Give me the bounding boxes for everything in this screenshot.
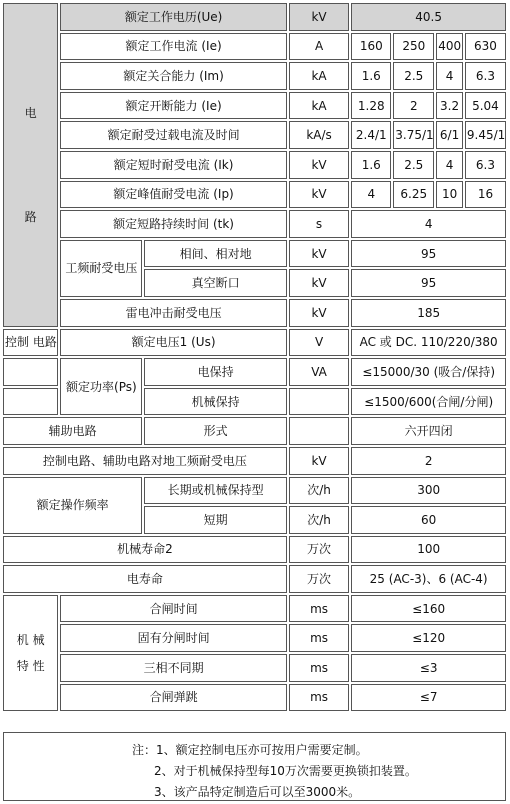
param-value: 300 (351, 477, 506, 505)
note-line: 3、该产品特定制造后可以至3000米。 (154, 785, 361, 799)
param-unit: 次/h (289, 506, 349, 534)
param-value: 2.5 (393, 151, 434, 179)
spec-table (1, 1, 508, 713)
param-value: ≤1500/600(合闸/分闸) (351, 388, 506, 416)
param-value: ≤120 (351, 624, 506, 652)
group-label: 额定功率(Ps) (60, 358, 142, 415)
param-unit: kV (289, 240, 349, 268)
param-name: 额定短路持续时间 (tk) (60, 210, 286, 238)
param-value: 9.45/1 (465, 121, 506, 149)
note-line: 2、对于机械保持型每10万次需要更换锁扣装置。 (154, 764, 417, 778)
param-value: 2.4/1 (351, 121, 391, 149)
param-name: 雷电冲击耐受电压 (60, 299, 286, 327)
section-circuit (3, 3, 58, 327)
param-value: 6.3 (465, 151, 506, 179)
table-row (3, 3, 506, 31)
table-row (3, 447, 506, 475)
param-unit: kV (289, 151, 349, 179)
param-name: 相间、相对地 (144, 240, 286, 268)
table-row (3, 329, 506, 357)
section-auxiliary: 辅助电路 (3, 417, 142, 445)
param-value: 6.3 (465, 62, 506, 90)
param-unit: ms (289, 595, 349, 623)
table-row (3, 654, 506, 682)
table-row (3, 624, 506, 652)
param-unit: kV (289, 3, 349, 31)
table-row (3, 595, 506, 623)
param-name: 额定峰值耐受电流 (Ip) (60, 181, 286, 209)
param-name: 额定工作电流 (Ie) (60, 33, 286, 61)
group-label: 工频耐受电压 (60, 240, 142, 297)
section-label: 路 (24, 209, 37, 224)
param-unit: A (289, 33, 349, 61)
param-unit: ms (289, 624, 349, 652)
param-name: 合闸弹跳 (60, 684, 286, 712)
param-value: ≤160 (351, 595, 506, 623)
param-unit: VA (289, 358, 349, 386)
section-control: 控制 电路 (3, 329, 58, 357)
param-value: 3.2 (436, 92, 463, 120)
param-unit: kA/s (289, 121, 349, 149)
param-name: 额定耐受过载电流及时间 (60, 121, 286, 149)
param-name: 机械寿命2 (3, 536, 287, 564)
table-row (3, 181, 506, 209)
param-unit: 次/h (289, 477, 349, 505)
param-value: 1.28 (351, 92, 391, 120)
param-unit (289, 388, 349, 416)
param-value: 6.25 (393, 181, 434, 209)
group-label: 额定操作频率 (3, 477, 142, 534)
param-value: 1.6 (351, 62, 391, 90)
param-value: 95 (351, 269, 506, 297)
param-name: 额定开断能力 (Ie) (60, 92, 286, 120)
param-value: 10 (436, 181, 463, 209)
param-value: 4 (351, 210, 506, 238)
param-unit: kV (289, 269, 349, 297)
param-name: 合闸时间 (60, 595, 286, 623)
empty-cell (3, 358, 58, 386)
param-value: ≤7 (351, 684, 506, 712)
param-unit: 万次 (289, 565, 349, 593)
table-row (3, 33, 506, 61)
param-unit: kV (289, 181, 349, 209)
param-name: 电寿命 (3, 565, 287, 593)
table-row (3, 121, 506, 149)
param-value: 40.5 (351, 3, 506, 31)
param-name: 三相不同期 (60, 654, 286, 682)
param-value: 4 (351, 181, 391, 209)
param-unit (289, 417, 349, 445)
table-row (3, 417, 506, 445)
param-name: 机械保持 (144, 388, 286, 416)
param-value: 3.75/1 (393, 121, 434, 149)
param-value: ≤3 (351, 654, 506, 682)
param-name: 固有分闸时间 (60, 624, 286, 652)
table-row (3, 151, 506, 179)
param-name: 短期 (144, 506, 286, 534)
param-value: 4 (436, 62, 463, 90)
param-value: 4 (436, 151, 463, 179)
empty-cell (3, 388, 58, 416)
param-value: 2 (393, 92, 434, 120)
param-value: 2.5 (393, 62, 434, 90)
param-name: 形式 (144, 417, 286, 445)
table-row (3, 565, 506, 593)
section-mechanical (3, 595, 58, 711)
param-value: 250 (393, 33, 434, 61)
param-name: 长期或机械保持型 (144, 477, 286, 505)
param-value: 5.04 (465, 92, 506, 120)
param-value: 1.6 (351, 151, 391, 179)
table-row (3, 684, 506, 712)
param-value: AC 或 DC. 110/220/380 (351, 329, 506, 357)
param-value: 400 (436, 33, 463, 61)
table-row (3, 62, 506, 90)
param-name: 额定短时耐受电流 (Ik) (60, 151, 286, 179)
param-unit: ms (289, 684, 349, 712)
param-value: 160 (351, 33, 391, 61)
table-row (3, 210, 506, 238)
section-label: 机 械 (16, 633, 45, 648)
param-name: 额定电压1 (Us) (60, 329, 286, 357)
param-unit: kA (289, 92, 349, 120)
param-value: 2 (351, 447, 506, 475)
param-value: 100 (351, 536, 506, 564)
param-value: 六开四闭 (351, 417, 506, 445)
param-name: 额定关合能力 (Im) (60, 62, 286, 90)
param-unit: s (289, 210, 349, 238)
param-name: 控制电路、辅助电路对地工频耐受电压 (3, 447, 287, 475)
param-unit: 万次 (289, 536, 349, 564)
param-value: ≤15000/30 (吸合/保持) (351, 358, 506, 386)
note-line: 注：1、额定控制电压亦可按用户需要定制。 (132, 743, 368, 757)
table-row (3, 358, 506, 386)
notes-box (3, 732, 506, 801)
table-row (3, 240, 506, 268)
param-value: 630 (465, 33, 506, 61)
param-unit: kV (289, 299, 349, 327)
param-unit: ms (289, 654, 349, 682)
section-label: 特 性 (16, 659, 45, 674)
param-value: 95 (351, 240, 506, 268)
param-unit: kV (289, 447, 349, 475)
section-label: 电 (24, 105, 37, 120)
table-row (3, 92, 506, 120)
table-row (3, 299, 506, 327)
param-value: 60 (351, 506, 506, 534)
param-unit: V (289, 329, 349, 357)
param-name: 额定工作电历(Ue) (60, 3, 286, 31)
param-value: 25 (AC-3)、6 (AC-4) (351, 565, 506, 593)
param-value: 185 (351, 299, 506, 327)
param-value: 16 (465, 181, 506, 209)
table-row (3, 536, 506, 564)
param-name: 电保持 (144, 358, 286, 386)
param-value: 6/1 (436, 121, 463, 149)
param-unit: kA (289, 62, 349, 90)
param-name: 真空断口 (144, 269, 286, 297)
table-row (3, 477, 506, 505)
